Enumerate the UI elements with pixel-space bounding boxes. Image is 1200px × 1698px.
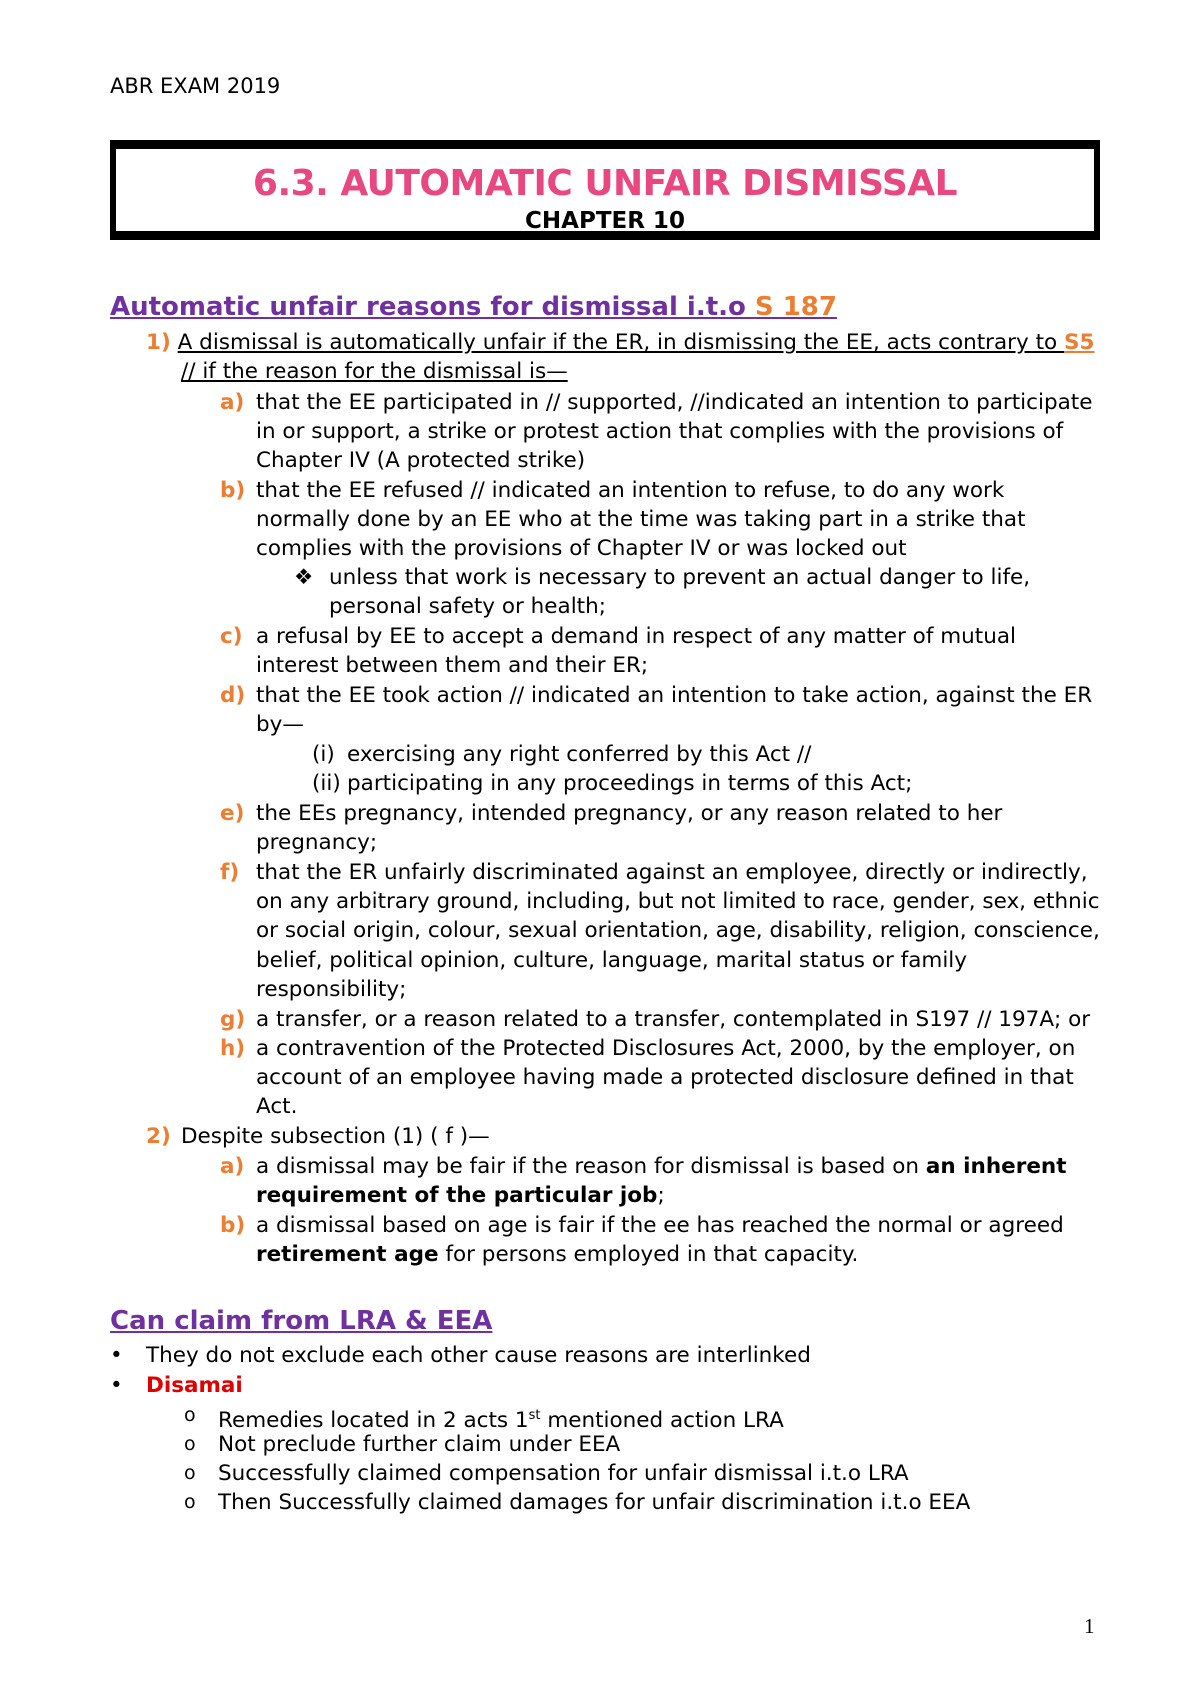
sub-bullet-item: Then Successfully claimed damages for unfair discrimination i.t.o EEA	[218, 1490, 971, 1515]
text: ;	[657, 1183, 665, 1208]
bold-text: requirement of the particular job	[256, 1183, 658, 1208]
text: for persons employed in that capacity.	[438, 1242, 859, 1267]
item-b-subline: personal safety or health;	[329, 594, 606, 619]
item-text: A dismissal is automatically unfair if the ER, in dismissing the EE, acts contrary to	[177, 330, 1064, 355]
item-h-line: account of an employee having made a protected disclosure defined in that	[256, 1065, 1074, 1090]
item-h-line: Act.	[256, 1094, 298, 1119]
item-b-line: complies with the provisions of Chapter IV or was locked out	[256, 536, 907, 561]
item-d-ii-line: participating in any proceedings in terms of this Act;	[347, 771, 913, 796]
item-f-number: f)	[220, 860, 240, 885]
section-ref: S5	[1064, 330, 1095, 355]
item-c-line: a refusal by EE to accept a demand in respect of any matter of mutual	[256, 624, 1016, 649]
text: a dismissal may be fair if the reason for dismissal is based on	[256, 1154, 926, 1179]
item-number: 1)	[146, 330, 171, 355]
bold-text: retirement age	[256, 1242, 439, 1267]
page-header: ABR EXAM 2019	[110, 74, 281, 98]
heading-ref: S 187	[754, 292, 837, 322]
chapter-label: CHAPTER 10	[525, 208, 685, 234]
sub-bullet-item: Successfully claimed compensation for unfair dismissal i.t.o LRA	[218, 1461, 909, 1486]
item-2-number: 2)	[146, 1124, 171, 1149]
item-g-number: g)	[220, 1007, 246, 1032]
item-f-line: belief, political opinion, culture, language, marital status or family	[256, 948, 968, 973]
item-d-line: that the EE took action // indicated an intention to take action, against the ER	[256, 683, 1093, 708]
sub-bullet-item: Not preclude further claim under EEA	[218, 1432, 621, 1457]
document-title: 6.3. AUTOMATIC UNFAIR DISMISSAL	[252, 163, 958, 204]
circle-bullet-icon: o	[184, 1491, 196, 1513]
circle-bullet-icon: o	[184, 1433, 196, 1455]
bullet-icon: •	[110, 1343, 123, 1368]
item-f-line: or social origin, colour, sexual orientation, age, disability, religion, conscience,	[256, 918, 1100, 943]
item-d-i-line: exercising any right conferred by this Act //	[347, 742, 812, 767]
item-2b-number: b)	[220, 1213, 246, 1238]
bold-text: an inherent	[925, 1154, 1067, 1179]
page-number: 1	[1084, 1614, 1095, 1638]
item-a-line: that the EE participated in // supported, //indicated an intention to participate	[256, 390, 1093, 415]
item-f-line: on any arbitrary ground, including, but not limited to race, gender, sex, ethnic	[256, 889, 1100, 914]
item-2a-line-2	[256, 1181, 665, 1210]
item-a-line: Chapter IV (A protected strike)	[256, 448, 586, 473]
item-h-line: a contravention of the Protected Disclosures Act, 2000, by the employer, on	[256, 1036, 1076, 1061]
item-1-line-2: // if the reason for the dismissal is—	[181, 359, 568, 384]
text: mentioned action LRA	[540, 1408, 784, 1434]
item-e-number: e)	[220, 801, 245, 826]
item-c-line: interest between them and their ER;	[256, 653, 649, 678]
item-d-i-number: (i)	[312, 742, 335, 767]
bullet-item-highlight: Disamai	[146, 1373, 243, 1398]
item-a-number: a)	[220, 390, 245, 415]
title-box	[110, 140, 1100, 240]
item-h-number: h)	[220, 1036, 246, 1061]
item-2b-line-2	[256, 1240, 858, 1269]
item-e-line: the EEs pregnancy, intended pregnancy, or any reason related to her	[256, 801, 1003, 826]
item-d-number: d)	[220, 683, 246, 708]
circle-bullet-icon: o	[184, 1404, 196, 1426]
item-2a-number: a)	[220, 1154, 245, 1179]
item-d-ii-number: (ii)	[312, 771, 341, 796]
item-f-line: responsibility;	[256, 977, 407, 1002]
heading-text: Automatic unfair reasons for dismissal i.t.o	[110, 292, 755, 322]
superscript: st	[528, 1408, 541, 1423]
item-g-line: a transfer, or a reason related to a transfer, contemplated in S197 // 197A; or	[256, 1007, 1091, 1032]
section-heading-reasons	[110, 292, 837, 322]
item-a-line: in or support, a strike or protest action that complies with the provisions of	[256, 419, 1064, 444]
section-heading-claim: Can claim from LRA & EEA	[110, 1306, 493, 1336]
item-f-line: that the ER unfairly discriminated against an employee, directly or indirectly,	[256, 860, 1088, 885]
bullet-icon: •	[110, 1373, 123, 1398]
item-e-line: pregnancy;	[256, 830, 378, 855]
item-b-line: normally done by an EE who at the time was taking part in a strike that	[256, 507, 1026, 532]
bullet-item: They do not exclude each other cause reasons are interlinked	[146, 1343, 811, 1368]
item-d-line: by—	[256, 712, 304, 737]
item-1-line-1	[146, 328, 1094, 357]
item-2a-line-1	[256, 1152, 1067, 1181]
item-2b-line-1: a dismissal based on age is fair if the ee has reached the normal or agreed	[256, 1213, 1064, 1238]
item-c-number: c)	[220, 624, 243, 649]
circle-bullet-icon: o	[184, 1462, 196, 1484]
item-b-line: that the EE refused // indicated an intention to refuse, to do any work	[256, 478, 1005, 503]
item-2-line: Despite subsection (1) ( f )—	[181, 1124, 490, 1149]
text: Remedies located in 2 acts 1	[218, 1408, 529, 1434]
item-b-number: b)	[220, 478, 246, 503]
diamond-bullet-icon: ❖	[294, 565, 314, 590]
item-b-subline: unless that work is necessary to prevent an actual danger to life,	[329, 565, 1031, 590]
